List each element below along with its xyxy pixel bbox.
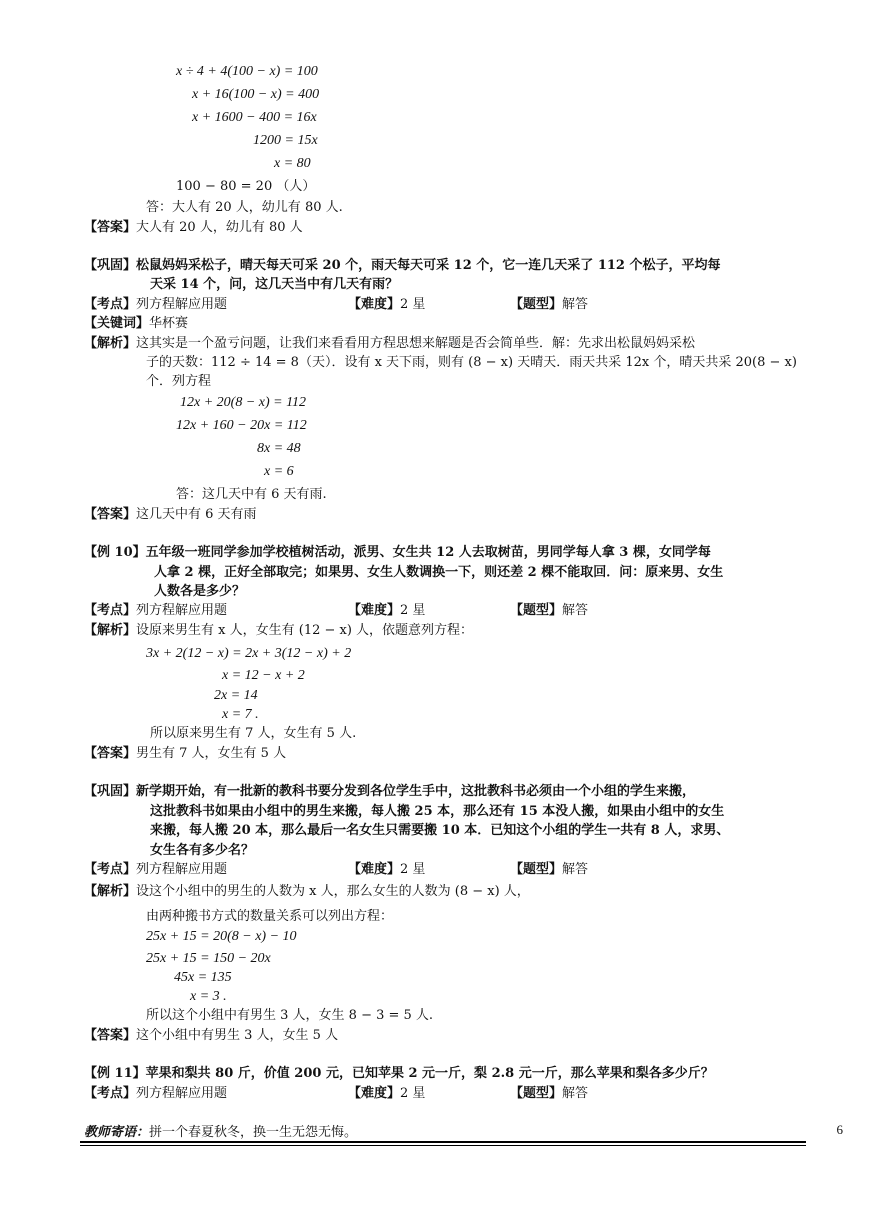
question-text: 新学期开始，有一批新的教科书要分发到各位学生手中，这批教科书必须由一个小组的学生来搬， [136, 784, 696, 799]
question-text: 松鼠妈妈采松子，晴天每天可采 20 个，雨天每天可采 12 个，它一连几天采了 112 个松子，平均每 [136, 258, 721, 273]
kaodian-tag: 【考点】 [84, 862, 137, 877]
analysis-tag: 【解析】 [84, 884, 137, 899]
nandu-value: 2 星 [400, 297, 426, 312]
nandu-tag: 【难度】 [348, 603, 401, 618]
analysis-tag: 【解析】 [84, 336, 137, 351]
problem-tag: 【巩固】 [84, 258, 137, 273]
answer-text: 这几天中有 6 天有雨 [136, 507, 257, 522]
meta-row [84, 296, 804, 314]
tixing-tag: 【题型】 [510, 862, 563, 877]
footer-text: 拼一个春夏秋冬，换一生无怨无悔。 [149, 1125, 358, 1140]
meta-row [84, 1085, 804, 1103]
kaodian-tag: 【考点】 [84, 297, 137, 312]
reply-line: 所以原来男生有 7 人，女生有 5 人. [150, 726, 357, 741]
kaodian-tag: 【考点】 [84, 1086, 137, 1101]
equation-line: 1200 = 15x [253, 133, 318, 148]
answer-tag: 【答案】 [84, 1028, 137, 1043]
question-line: 女生各有多少名？ [150, 843, 255, 858]
equation-line: 12x + 160 − 20x = 112 [176, 418, 307, 433]
answer-row [84, 219, 303, 237]
tixing-tag: 【题型】 [510, 603, 563, 618]
question-text: 五年级一班同学参加学校植树活动，派男、女生共 12 人去取树苗，男同学每人拿 3 棵，女同学每 [145, 545, 711, 560]
reply-line: 答：这几天中有 6 天有雨. [176, 487, 327, 502]
kaodian-value: 列方程解应用题 [136, 862, 228, 877]
meta-row [84, 861, 804, 879]
answer-text: 男生有 7 人，女生有 5 人 [136, 746, 287, 761]
tixing-value: 解答 [562, 603, 589, 618]
question-line [84, 783, 695, 801]
footer-motto [84, 1124, 357, 1142]
tixing-value: 解答 [562, 297, 589, 312]
answer-tag: 【答案】 [84, 220, 137, 235]
question-line: 来搬，每人搬 20 本，那么最后一名女生只需要搬 10 本．已知这个小组的学生一共有 8 人，求男、 [150, 823, 730, 838]
keyword-tag: 【关键词】 [84, 316, 150, 331]
equation-line: x + 1600 − 400 = 16x [192, 110, 317, 125]
equation-line: x = 3 . [190, 989, 227, 1004]
question-line [84, 544, 711, 562]
analysis-line [84, 883, 530, 901]
kaodian-tag: 【考点】 [84, 603, 137, 618]
equation-line: 12x + 20(8 − x) = 112 [180, 395, 307, 410]
nandu-tag: 【难度】 [348, 1086, 401, 1101]
analysis-line [84, 622, 473, 640]
tixing-tag: 【题型】 [510, 297, 563, 312]
question-line: 人拿 2 棵，正好全部取完；如果男、女生人数调换一下，则还差 2 棵不能取回．问：原来男、女生 [154, 565, 724, 580]
answer-row [84, 745, 286, 763]
calculation-line: 100 − 80 = 20 （人） [176, 179, 316, 194]
question-line: 人数各是多少？ [154, 584, 246, 599]
tixing-value: 解答 [562, 1086, 589, 1101]
reply-line: 答：大人有 20 人，幼儿有 80 人. [146, 200, 343, 215]
equation-line: 25x + 15 = 20(8 − x) − 10 [146, 929, 297, 944]
kaodian-value: 列方程解应用题 [136, 297, 228, 312]
tixing-value: 解答 [562, 862, 589, 877]
question-line: 这批教科书如果由小组中的男生来搬，每人搬 25 本，那么还有 15 本没人搬，如果由小组中的女生 [150, 804, 725, 819]
answer-tag: 【答案】 [84, 746, 137, 761]
nandu-value: 2 星 [400, 603, 426, 618]
question-line [84, 1065, 714, 1083]
analysis-line: 子的天数：112 ÷ 14 = 8（天）．设有 x 天下雨，则有 (8 − x) 天晴天．雨天共采 12x 个，晴天共采 20(8 − x) [146, 355, 797, 370]
analysis-line: 个．列方程 [146, 374, 212, 389]
nandu-value: 2 星 [400, 862, 426, 877]
equation-line: 2x = 14 [214, 688, 258, 703]
problem-tag: 【例 11】 [84, 1066, 146, 1081]
equation-line: x = 7 . [222, 707, 259, 722]
equation-line: 45x = 135 [174, 970, 232, 985]
nandu-value: 2 星 [400, 1086, 426, 1101]
equation-line: x + 16(100 − x) = 400 [192, 87, 320, 102]
question-line: 天采 14 个，问，这几天当中有几天有雨？ [150, 277, 399, 292]
analysis-line [84, 335, 695, 353]
analysis-text: 设原来男生有 x 人，女生有 (12 − x) 人，依题意列方程： [136, 623, 474, 638]
answer-row [84, 506, 257, 524]
footer-rule-thick [80, 1141, 806, 1143]
footer-rule-thin [80, 1145, 806, 1146]
kaodian-value: 列方程解应用题 [136, 1086, 228, 1101]
equation-line: x = 12 − x + 2 [222, 668, 305, 683]
problem-tag: 【巩固】 [84, 784, 137, 799]
equation-line: x ÷ 4 + 4(100 − x) = 100 [176, 64, 318, 79]
analysis-tag: 【解析】 [84, 623, 137, 638]
problem-tag: 【例 10】 [84, 545, 146, 560]
equation-line: x = 80 [274, 156, 311, 171]
page-number: 6 [836, 1122, 843, 1137]
kaodian-value: 列方程解应用题 [136, 603, 228, 618]
equation-line: 25x + 15 = 150 − 20x [146, 951, 271, 966]
analysis-text: 这其实是一个盈亏问题，让我们来看看用方程思想来解题是否会简单些．解：先求出松鼠妈妈采松 [136, 336, 696, 351]
answer-text: 这个小组中有男生 3 人，女生 5 人 [136, 1028, 339, 1043]
question-text: 苹果和梨共 80 斤，价值 200 元，已知苹果 2 元一斤，梨 2.8 元一斤，那么苹果和梨各多少斤？ [145, 1066, 714, 1081]
analysis-line: 由两种搬书方式的数量关系可以列出方程： [146, 909, 394, 924]
equation-line: 8x = 48 [257, 441, 301, 456]
footer-label: 教师寄语： [84, 1125, 150, 1140]
equation-line: 3x + 2(12 − x) = 2x + 3(12 − x) + 2 [146, 646, 352, 661]
reply-line: 所以这个小组中有男生 3 人，女生 8 − 3 = 5 人. [146, 1008, 434, 1023]
analysis-text: 设这个小组中的男生的人数为 x 人，那么女生的人数为 (8 − x) 人， [136, 884, 530, 899]
keyword-value: 华杯赛 [149, 316, 189, 331]
answer-tag: 【答案】 [84, 507, 137, 522]
nandu-tag: 【难度】 [348, 297, 401, 312]
answer-text: 大人有 20 人，幼儿有 80 人 [136, 220, 303, 235]
answer-row [84, 1027, 338, 1045]
equation-line: x = 6 [264, 464, 294, 479]
meta-row [84, 602, 804, 620]
tixing-tag: 【题型】 [510, 1086, 563, 1101]
keyword-row [84, 315, 188, 333]
nandu-tag: 【难度】 [348, 862, 401, 877]
question-line [84, 257, 721, 275]
